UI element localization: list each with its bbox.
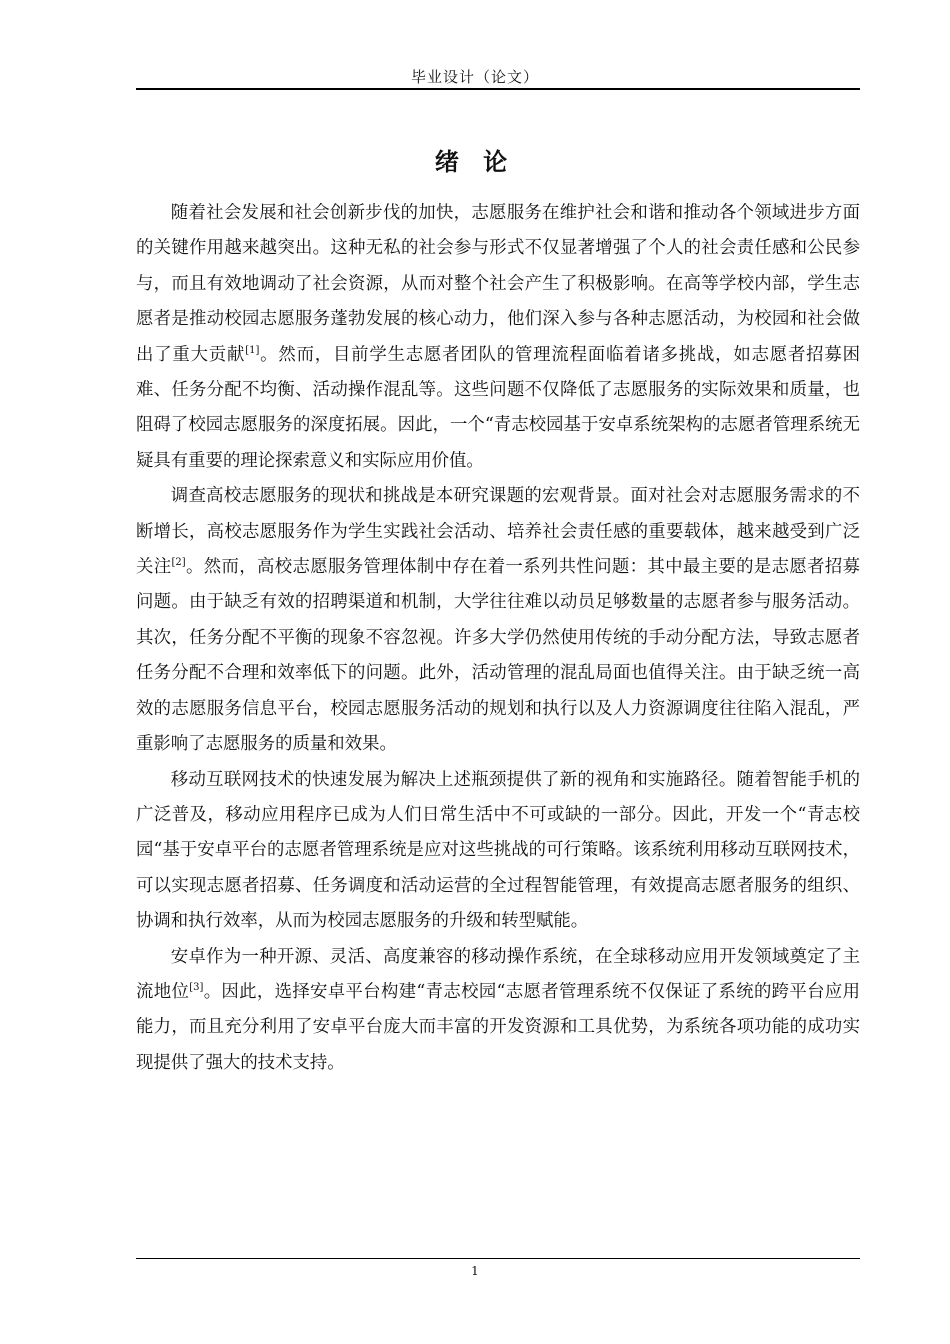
- paragraph-text: 随着社会发展和社会创新步伐的加快，志愿服务在维护社会和谐和推动各个领域进步方面的关键作用越来越突出。这种无私的社会参与形式不仅显著增强了个人的社会责任感和公民参与，而且有效地调动了社会资源，从而对整个社会产生了积极影响。在高等学校内部，学生志愿者是推动校园志愿服务蓬勃发展的核心动力，他们深入参与各种志愿活动，为校园和社会做出了重大贡献: [136, 203, 860, 365]
- paragraph-text: 安卓作为一种开源、灵活、高度兼容的移动操作系统，在全球移动应用开发领域奠定了主流地位: [136, 946, 860, 1002]
- paragraph: [136, 940, 860, 1082]
- chapter-title: 绪 论: [434, 148, 516, 176]
- paragraph: [136, 196, 860, 479]
- body-text: [136, 196, 860, 1081]
- paragraph-text: 调查高校志愿服务的现状和挑战是本研究课题的宏观背景。面对社会对志愿服务需求的不断增长，高校志愿服务作为学生实践社会活动、培养社会责任感的重要载体，越来越受到广泛关注: [136, 486, 860, 578]
- citation-ref: [3]: [189, 981, 204, 993]
- paragraph-text: 。因此，选择安卓平台构建“青志校园“志愿者管理系统不仅保证了系统的跨平台应用能力，而且充分利用了安卓平台庞大而丰富的开发资源和工具优势，为系统各项功能的成功实现提供了强大的技术支持。: [136, 981, 860, 1073]
- footer-divider: [136, 1258, 860, 1259]
- paragraph: [136, 479, 860, 762]
- citation-ref: [2]: [171, 557, 186, 569]
- page-number: 1: [471, 1264, 479, 1278]
- paragraph-text: 移动互联网技术的快速发展为解决上述瓶颈提供了新的视角和实施路径。随着智能手机的广泛普及，移动应用程序已成为人们日常生活中不可或缺的一部分。因此，开发一个“青志校园“基于安卓平台的志愿者管理系统是应对这些挑战的可行策略。该系统利用移动互联网技术，可以实现志愿者招募、任务调度和活动运营的全过程智能管理，有效提高志愿者服务的组织、协调和执行效率，从而为校园志愿服务的升级和转型赋能。: [136, 769, 860, 932]
- citation-ref: [1]: [245, 344, 260, 356]
- header-divider: [136, 88, 860, 90]
- paragraph-text: 。然而，高校志愿服务管理体制中存在着一系列共性问题：其中最主要的是志愿者招募问题。由于缺乏有效的招聘渠道和机制，大学往往难以动员足够数量的志愿者参与服务活动。其次，任务分配不平衡的现象不容忽视。许多大学仍然使用传统的手动分配方法，导致志愿者任务分配不合理和效率低下的问题。此外，活动管理的混乱局面也值得关注。由于缺乏统一高效的志愿服务信息平台，校园志愿服务活动的规划和执行以及人力资源调度往往陷入混乱，严重影响了志愿服务的质量和效果。: [136, 557, 860, 755]
- running-header: 毕业设计（论文）: [410, 68, 539, 86]
- paragraph: [136, 763, 860, 940]
- paragraph-text: 。然而，目前学生志愿者团队的管理流程面临着诸多挑战，如志愿者招募困难、任务分配不均衡、活动操作混乱等。这些问题不仅降低了志愿服务的实际效果和质量，也阻碍了校园志愿服务的深度拓展。因此，一个“青志校园基于安卓系统架构的志愿者管理系统无疑具有重要的理论探索意义和实际应用价值。: [136, 344, 860, 471]
